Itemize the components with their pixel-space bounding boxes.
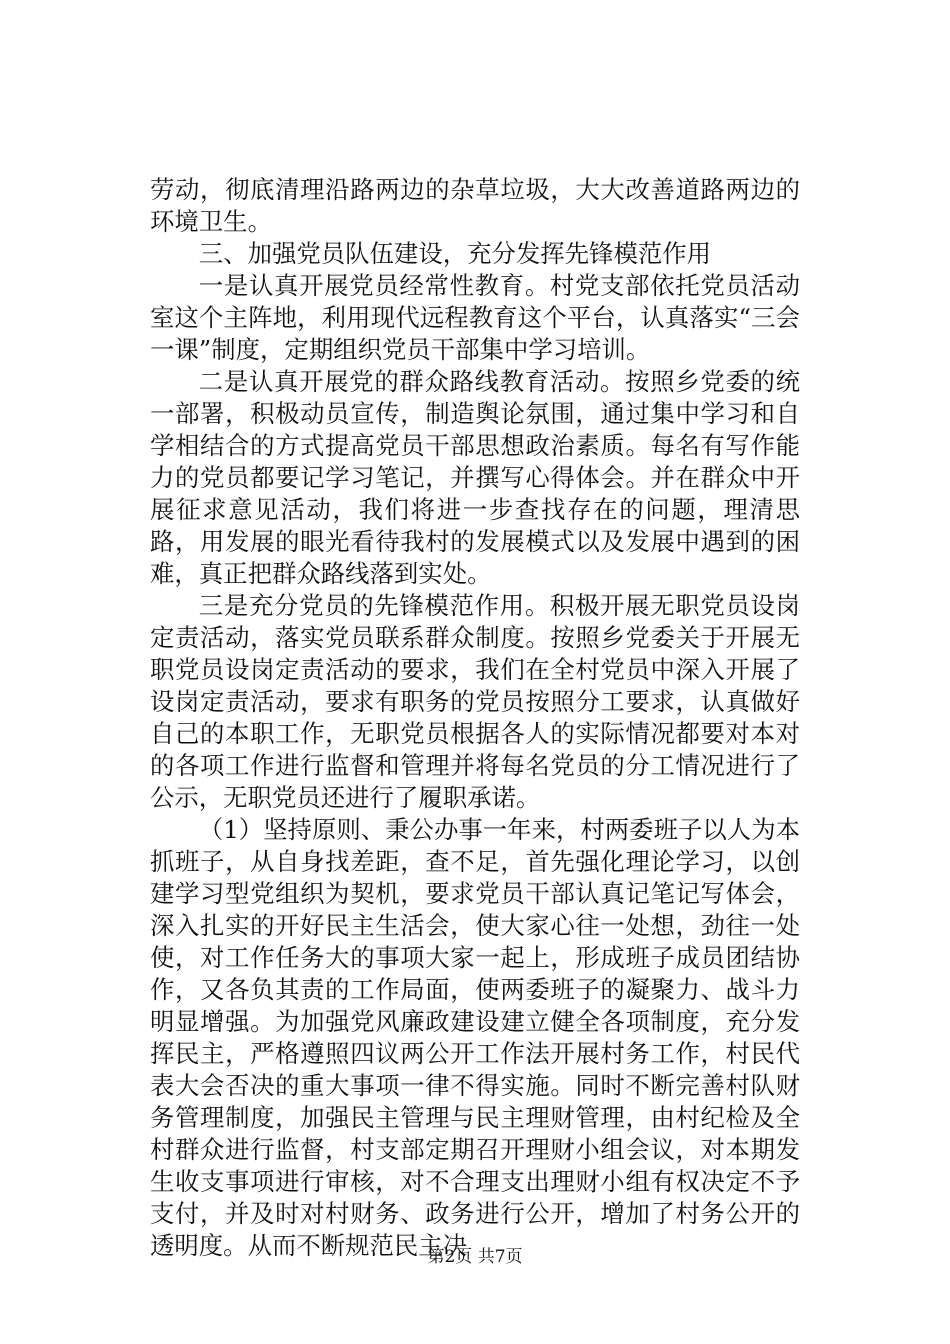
paragraph-4: 二是认真开展党的群众路线教育活动。按照乡党委的统一部署，积极动员宣传，制造舆论氛围，通过集中学习和自学相结合的方式提高党员干部思想政治素质。每名有写作能力的党员都要记学习笔记，并撰写心得体会。并在群众中开展征求意见活动，我们将进一步查找存在的问题，理清思路，用发展的眼光看待我村的发展模式以及发展中遇到的困难，真正把群众路线落到实处。 — [150, 367, 800, 588]
paragraph-5: 三是充分党员的先锋模范作用。积极开展无职党员设岗定责活动，落实党员联系群众制度。按照乡党委关于开展无职党员设岗定责活动的要求，我们在全村党员中深入开展了设岗定责活动，要求有职务的党员按照分工要求，认真做好自己的本职工作，无职党员根据各人的实际情况都要对本对的各项工作进行监督和管理并将每名党员的分工情况进行了公示，无职党员还进行了履职承诺。 — [150, 591, 800, 812]
document-body — [150, 174, 800, 1262]
paragraph-1: 劳动，彻底清理沿路两边的杂草垃圾，大大改善道路两边的环境卫生。 — [150, 175, 800, 236]
paragraph-6: （1）坚持原则、秉公办事一年来，村两委班子以人为本抓班子，从自身找差距，查不足，首先强化理论学习，以创建学习型党组织为契机，要求党员干部认真记笔记写体会，深入扎实的开好民主生活会，使大家心往一处想，劲往一处使，对工作任务大的事项大家一起上，形成班子成员团结协作，又各负其责的工作局面，使两委班子的凝聚力、战斗力明显增强。为加强党风廉政建设建立健全各项制度，充分发挥民主，严格遵照四议两公开工作法开展村务工作，村民代表大会否决的重大事项一律不得实施。同时不断完善村队财务管理制度，加强民主管理与民主理财管理，由村纪检及全村群众进行监督，村支部定期召开理财小组会议，对本期发生收支事项进行审核，对不合理支出理财小组有权决定不予支付，并及时对村财务、政务进行公开，增加了村务公开的透明度。从而不断规范民主决 — [150, 815, 800, 1260]
paragraph-3: 一是认真开展党员经常性教育。村党支部依托党员活动室这个主阵地，利用现代远程教育这个平台，认真落实“三会一课”制度，定期组织党员干部集中学习培训。 — [150, 271, 800, 364]
section-heading: 三、加强党员队伍建设，充分发挥先锋模范作用 — [198, 239, 712, 268]
page-footer: 第2页 共7页 — [427, 1247, 523, 1267]
